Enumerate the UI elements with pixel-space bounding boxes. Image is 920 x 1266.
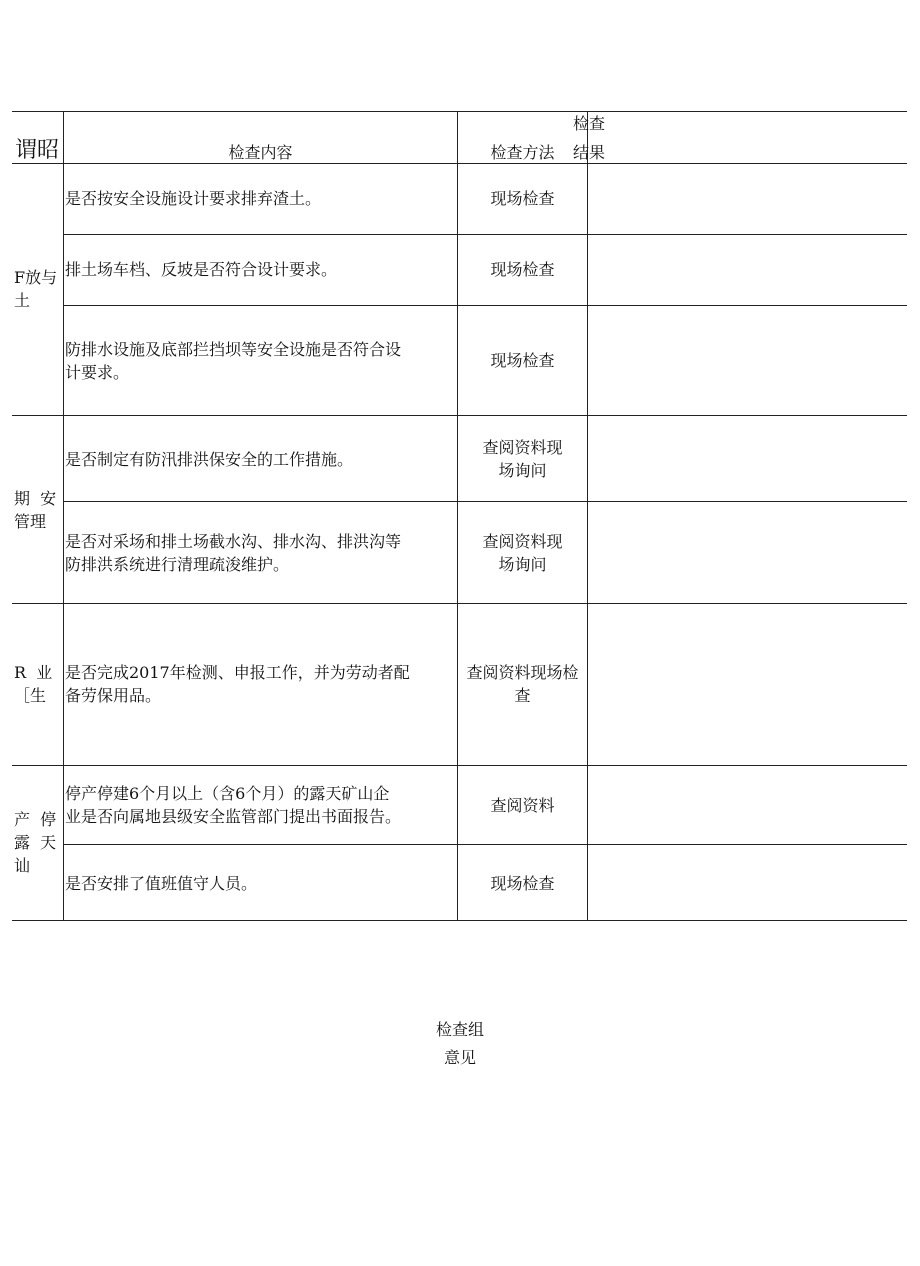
header-method: 检查方法 [490, 143, 555, 162]
check-item-content: 排土场车档、反坡是否符合设计要求。 [65, 260, 338, 279]
rule-col-category [63, 111, 64, 921]
rule-section [12, 415, 907, 416]
check-item-content: 防排水设施及底部拦挡坝等安全设施是否符合设 计要求。 [65, 340, 402, 382]
header-content: 检查内容 [228, 143, 293, 162]
check-item-content: 是否制定有防汛排洪保安全的工作措施。 [65, 450, 354, 469]
section-category: 产 停 露 天 讪 [14, 810, 57, 875]
rule-col-method [587, 111, 588, 921]
check-item-method: 现场检查 [490, 874, 555, 893]
section-category: 期 安 管理 [14, 489, 57, 531]
check-item-method: 查阅资料现 场询问 [482, 532, 563, 574]
check-item-content: 是否完成2017年检测、申报工作，并为劳动者配 备劳保用品。 [65, 663, 410, 705]
header-result: 结果 [572, 143, 605, 162]
check-item-content: 是否安排了值班值守人员。 [65, 874, 258, 893]
check-item-content: 是否按安全设施设计要求排弃渣土。 [65, 189, 322, 208]
rule-row [63, 501, 907, 502]
rule-row [63, 305, 907, 306]
rule-section [12, 765, 907, 766]
check-item-method: 现场检查 [490, 189, 555, 208]
rule-row [63, 234, 907, 235]
header-category: 谓昭 [15, 138, 60, 163]
check-item-content: 停产停建6个月以上（含6个月）的露天矿山企 业是否向属地县级安全监管部门提出书面报告。 [65, 784, 402, 826]
check-item-method: 查阅资料 [490, 796, 555, 815]
check-item-method: 查阅资料现场检 查 [466, 663, 579, 705]
section-category: F放与 土 [14, 268, 58, 310]
check-item-method: 查阅资料现 场询问 [482, 438, 563, 480]
inspection-group-opinion-label: 检查组 意见 [435, 1020, 484, 1067]
check-item-method: 现场检查 [490, 260, 555, 279]
header-result: 检查 [572, 114, 605, 133]
check-item-method: 现场检查 [490, 351, 555, 370]
rule-section [12, 603, 907, 604]
section-category: R 业 ［生 [14, 663, 53, 705]
check-item-content: 是否对采场和排土场截水沟、排水沟、排洪沟等 防排洪系统进行清理疏浚维护。 [65, 532, 402, 574]
rule-bottom [12, 920, 907, 921]
rule-row [63, 844, 907, 845]
